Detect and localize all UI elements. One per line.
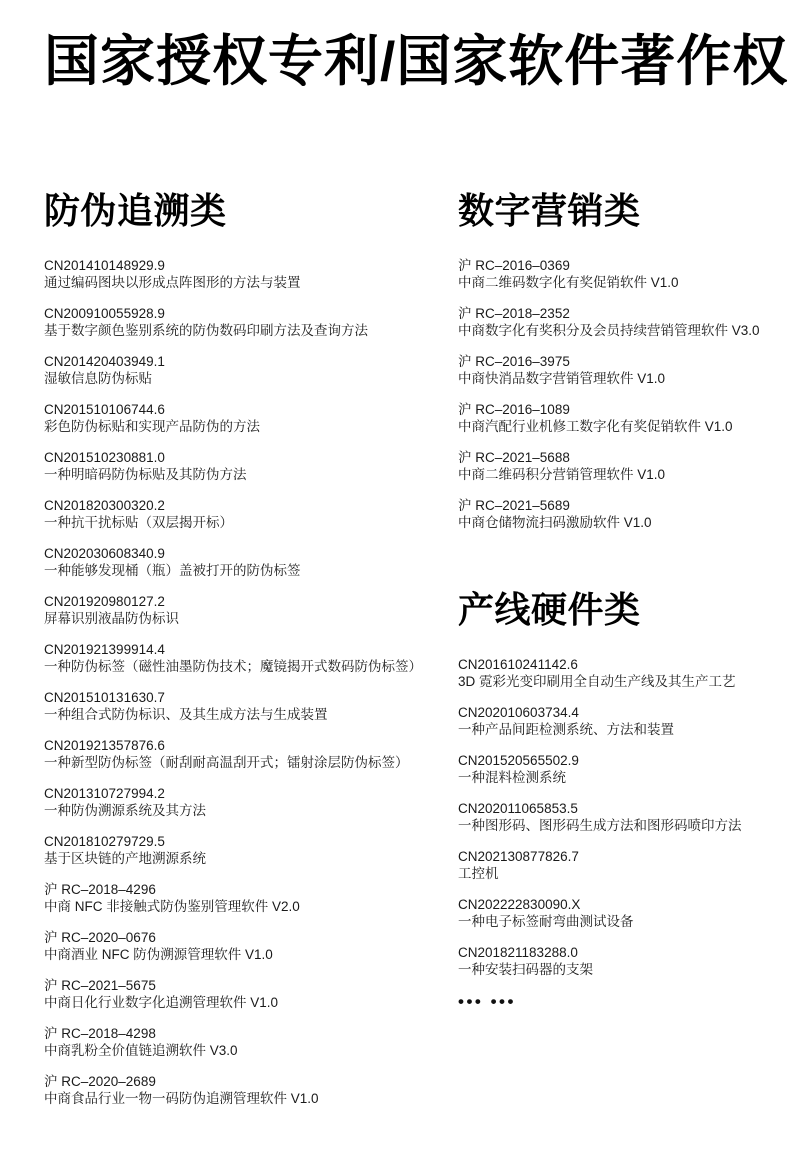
patent-item xyxy=(458,497,794,531)
patent-item xyxy=(458,800,794,834)
patent-item xyxy=(44,401,440,435)
patent-item xyxy=(44,1025,440,1059)
patent-code: CN201820300320.2 xyxy=(44,498,165,513)
patent-code: CN201410148929.9 xyxy=(44,258,165,273)
section-anti-counterfeit-traceability xyxy=(44,190,440,1107)
patent-code: CN201520565502.9 xyxy=(458,753,579,768)
patent-title: 一种防伪溯源系统及其方法 xyxy=(44,803,206,818)
patent-title: 一种组合式防伪标识、及其生成方法与生成装置 xyxy=(44,707,328,722)
patent-code: 沪 RC–2020–2689 xyxy=(44,1074,156,1089)
patent-item xyxy=(458,449,794,483)
patent-code: CN201921399914.4 xyxy=(44,642,165,657)
section-heading-production-line-hardware: 产线硬件类 xyxy=(458,589,641,630)
patent-item xyxy=(458,704,794,738)
patent-title: 通过编码图块以形成点阵图形的方法与装置 xyxy=(44,275,301,290)
patent-code: CN201310727994.2 xyxy=(44,786,165,801)
patent-item xyxy=(44,689,440,723)
patent-item xyxy=(44,833,440,867)
patent-item xyxy=(44,977,440,1011)
patent-item xyxy=(458,896,794,930)
patent-title: 工控机 xyxy=(458,866,499,881)
patent-title: 一种防伪标签（磁性油墨防伪技术；魔镜揭开式数码防伪标签） xyxy=(44,659,422,674)
column-right xyxy=(458,190,794,1012)
patent-title: 中商数字化有奖积分及会员持续营销管理软件 V3.0 xyxy=(458,323,760,338)
patent-title: 基于数字颜色鉴别系统的防伪数码印刷方法及查询方法 xyxy=(44,323,368,338)
patent-title: 一种明暗码防伪标贴及其防伪方法 xyxy=(44,467,247,482)
patent-item xyxy=(44,785,440,819)
section-digital-marketing xyxy=(458,190,794,531)
column-left xyxy=(44,190,440,1121)
patent-code: 沪 RC–2016–3975 xyxy=(458,354,570,369)
patent-item xyxy=(44,641,440,675)
patent-code: CN201821183288.0 xyxy=(458,945,578,960)
patent-title: 湿敏信息防伪标贴 xyxy=(44,371,152,386)
patent-title: 一种新型防伪标签（耐刮耐高温刮开式；镭射涂层防伪标签） xyxy=(44,755,409,770)
patent-item xyxy=(44,593,440,627)
patent-item xyxy=(44,737,440,771)
patent-title: 中商二维码积分营销管理软件 V1.0 xyxy=(458,467,666,482)
patent-item xyxy=(44,929,440,963)
patent-code: 沪 RC–2021–5688 xyxy=(458,450,570,465)
patent-title: 中商二维码数字化有奖促销软件 V1.0 xyxy=(458,275,679,290)
patent-code: CN201510131630.7 xyxy=(44,690,165,705)
patent-title: 3D 霓彩光变印刷用全自动生产线及其生产工艺 xyxy=(458,674,736,689)
patent-code: 沪 RC–2016–0369 xyxy=(458,258,570,273)
patent-item xyxy=(44,257,440,291)
patent-code: CN201921357876.6 xyxy=(44,738,165,753)
patent-item xyxy=(44,353,440,387)
section-heading-anti-counterfeit: 防伪追溯类 xyxy=(44,190,227,231)
patent-code: CN201420403949.1 xyxy=(44,354,165,369)
patent-item xyxy=(458,257,794,291)
patent-item xyxy=(44,545,440,579)
patent-code: CN201610241142.6 xyxy=(458,657,578,672)
section-heading-digital-marketing: 数字营销类 xyxy=(458,190,641,231)
more-items-dots: ••• ••• xyxy=(458,992,516,1011)
patent-item xyxy=(458,656,794,690)
patent-title: 中商汽配行业机修工数字化有奖促销软件 V1.0 xyxy=(458,419,733,434)
page-title: 国家授权专利/国家软件著作权 xyxy=(44,30,789,92)
patent-title: 一种抗干扰标贴（双层揭开标） xyxy=(44,515,233,530)
patent-title: 中商日化行业数字化追溯管理软件 V1.0 xyxy=(44,995,279,1010)
patent-list-anti-counterfeit xyxy=(44,257,440,1107)
patent-title: 一种能够发现桶（瓶）盖被打开的防伪标签 xyxy=(44,563,301,578)
patent-item xyxy=(44,305,440,339)
patent-title: 基于区块链的产地溯源系统 xyxy=(44,851,206,866)
patent-title: 中商仓储物流扫码激励软件 V1.0 xyxy=(458,515,652,530)
patent-item xyxy=(458,944,794,978)
patent-title: 一种电子标签耐弯曲测试设备 xyxy=(458,914,634,929)
patent-code: CN201920980127.2 xyxy=(44,594,165,609)
patent-item xyxy=(458,752,794,786)
patent-item xyxy=(44,1073,440,1107)
patent-code: CN202011065853.5 xyxy=(458,801,578,816)
patent-title: 屏幕识别液晶防伪标识 xyxy=(44,611,179,626)
patent-code: 沪 RC–2018–4298 xyxy=(44,1026,156,1041)
section-production-line-hardware xyxy=(458,589,794,1012)
patent-item xyxy=(44,497,440,531)
patent-code: 沪 RC–2020–0676 xyxy=(44,930,156,945)
patent-code: CN201510106744.6 xyxy=(44,402,165,417)
patent-title: 中商酒业 NFC 防伪溯源管理软件 V1.0 xyxy=(44,947,273,962)
patent-title: 中商快消品数字营销管理软件 V1.0 xyxy=(458,371,666,386)
patent-title: 中商 NFC 非接触式防伪鉴别管理软件 V2.0 xyxy=(44,899,300,914)
patent-title: 中商食品行业一物一码防伪追溯管理软件 V1.0 xyxy=(44,1091,319,1106)
patent-item xyxy=(44,881,440,915)
patent-code: CN202130877826.7 xyxy=(458,849,579,864)
patent-item xyxy=(44,449,440,483)
patent-code: 沪 RC–2018–4296 xyxy=(44,882,156,897)
patent-list-production-line-hardware xyxy=(458,656,794,978)
patent-title: 一种安装扫码器的支架 xyxy=(458,962,593,977)
patent-code: CN202222830090.X xyxy=(458,897,581,912)
patent-code: 沪 RC–2016–1089 xyxy=(458,402,570,417)
patent-title: 一种图形码、图形码生成方法和图形码喷印方法 xyxy=(458,818,742,833)
patent-title: 一种产品间距检测系统、方法和装置 xyxy=(458,722,674,737)
patent-code: CN202030608340.9 xyxy=(44,546,165,561)
patent-item xyxy=(458,401,794,435)
patent-code: 沪 RC–2021–5689 xyxy=(458,498,570,513)
patent-code: 沪 RC–2021–5675 xyxy=(44,978,156,993)
patent-code: CN202010603734.4 xyxy=(458,705,579,720)
patent-title: 彩色防伪标贴和实现产品防伪的方法 xyxy=(44,419,260,434)
patent-item xyxy=(458,848,794,882)
patent-title: 一种混料检测系统 xyxy=(458,770,566,785)
patent-code: 沪 RC–2018–2352 xyxy=(458,306,570,321)
patent-code: CN201810279729.5 xyxy=(44,834,165,849)
patent-code: CN200910055928.9 xyxy=(44,306,165,321)
patent-item xyxy=(458,305,794,339)
patent-item xyxy=(458,353,794,387)
patent-code: CN201510230881.0 xyxy=(44,450,165,465)
patent-list-digital-marketing xyxy=(458,257,794,531)
patent-title: 中商乳粉全价值链追溯软件 V3.0 xyxy=(44,1043,238,1058)
